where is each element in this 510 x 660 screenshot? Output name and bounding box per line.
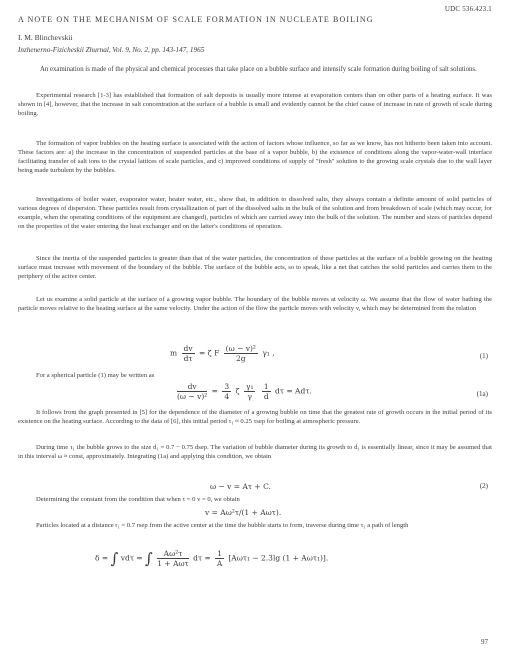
equation-2: ω − v = Aτ + C. (210, 482, 271, 491)
paragraph-4: Since the inertia of the suspended particles is greater than that of the water particles, the concentration of these particles at the surface of a bubble growing on the heating surface must increase with movement of the boundary of the bubble. The surface of the bubble acts, so to speak, like a net that catches the solid particles and carries them to the periphery of the active center. (18, 255, 492, 280)
equation-1-number: (1) (479, 352, 488, 360)
paragraph-5: Let us examine a solid particle at the surface of a growing vapor bubble. The boundary of the bubble moves at velocity ω. We assume that the flow of water bathing the particle moves relative to the heating surface at the same velocity. Under the action of the flow the particle moves with velocity v, which may be determined from the relation (18, 296, 492, 312)
equation-3: v = Aω²τ/(1 + Aωτ). (205, 508, 282, 517)
article-title: A NOTE ON THE MECHANISM OF SCALE FORMATION IN NUCLEATE BOILING (18, 15, 374, 24)
equation-1: m $\frac{dv}{d\tau}$ = ζ F $\frac{\text{(ω − v)²}}{2g}$ γ₁ , (170, 344, 275, 363)
integral-sign: ∫ (145, 549, 153, 568)
journal-citation: Inzhenerno-Fizicheskii Zhurnal, Vol. 9, No. 2, pp. 143-147, 1965 (18, 46, 205, 54)
paragraph-7: It follows from the graph presented in [5] for the dependence of the diameter of a growing bubble on time that the greatest rate of growth occurs in the initial period of its existence on the heating surface. According to the data of [6], this initial period τ₁ ≈ 0.25 τsep for boiling at atmospheric pressure. (18, 409, 492, 425)
page-number: 97 (481, 638, 488, 646)
paragraph-3: Investigations of boiler water, evaporator water, heater water, etc., show that, in addition to dissolved salts, they always contain a definite amount of solid particles of various degrees of dispersion. These particles result from crystallization of part of the dissolved salts in the bulk of the solution and from breakdown of scale (which may occur, for example, when the operating conditions of the equipment are changed), particles of which are carried away into the bulk of the solution. The number and sizes of particles depend on the properties of the water entering the heat exchanger and on the latter's conditions of operation. (18, 196, 492, 230)
equation-2-number: (2) (479, 482, 488, 490)
equation-1a-number: (1a) (476, 390, 488, 398)
paragraph-8: During time τ₁ the bubble grows to the size d₁ = 0.7 − 0.75 dsep. The variation of bubble diameter during its growth to d₁ is essentially linear, since it may be assumed that in this interval ω ≈ const, approximately. Integrating (1a) and applying this condition, we obtain (18, 444, 492, 460)
integral-sign: ∫ (110, 549, 119, 568)
paragraph-2: The formation of vapor bubbles on the heating surface is associated with the action of factors whose influence, so far as we know, has not hitherto been taken into account. These factors are: a) the increase in the concentration of suspended particles at the base of a vapor bubble, b) the existence of conditions along the vapor-water-wall interface facilitating transfer of salt ions to the crystal lattices of scale particles, and c) improved conditions of supply of "fresh" solution to the growing scale crystals due to the wall layer being made turbulent by the bubbles. (18, 140, 492, 174)
paragraph-10: Particles located at a distance r₁ = 0.7 rsep from the active center at the time the bubble starts to form, traverse during time τ₁ a path of length (36, 522, 409, 529)
paragraph-6: For a spherical particle (1) may be written as (36, 372, 155, 379)
author-name: I. M. Blinchevskii (18, 33, 73, 42)
paragraph-9: Determining the constant from the condition that when τ = 0 v = 0, we obtain (36, 496, 240, 503)
equation-4: δ = ∫ vdτ = ∫ $\frac{\text{Aω²τ}}{\text{1 + Aωτ}}$ dτ = $\frac{1}{A}$ [Aωτ₁ − 2.3lg (1 + Aωτ₁)]. (95, 549, 329, 568)
paragraph-1: Experimental research [1-3] has established that formation of salt deposits is usually more intense at evaporation centers than on other parts of a heating surface. It was shown in [4], however, that the increase in salt concentration at the surface of a bubble is small and evidently cannot be the chief cause of increase in rate of growth of scale during boiling. (18, 92, 492, 117)
abstract: An examination is made of the physical and chemical processes that take place on a bubble surface and intensify scale formation during boiling of salt solutions. (40, 66, 477, 73)
udc-code: UDC 536.423.1 (444, 5, 492, 13)
equation-1a: $\frac{dv}{\text{(ω − v)²}}$ = $\frac{3}{4}$ ζ $\frac{\text{γ₁}}{\gamma}$ $\frac{1}{d}$ dτ = Adτ. (177, 382, 312, 401)
